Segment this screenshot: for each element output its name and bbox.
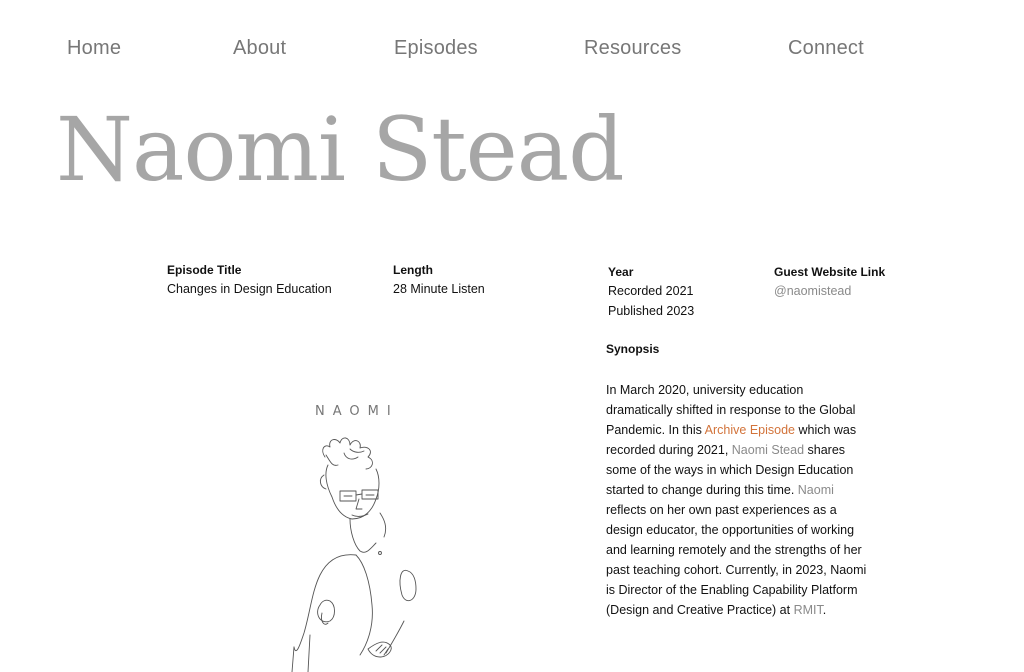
nav-connect[interactable]: Connect [788,37,864,59]
rmit-link[interactable]: RMIT [793,603,823,617]
length-value: 28 Minute Listen [393,282,485,296]
episode-title-value: Changes in Design Education [167,282,332,296]
guest-website-link[interactable]: @naomistead [774,284,852,298]
portrait-sketch-illustration [280,395,440,672]
guest-name-link[interactable]: Naomi Stead [731,443,805,457]
nav-about[interactable]: About [233,37,287,59]
synopsis-text [606,380,868,620]
guest-name-title: Naomi Stead [56,98,624,201]
archive-episode-link[interactable]: Archive Episode [704,423,795,437]
guest-link-label: Guest Website Link [774,265,886,279]
synopsis-part-3: shares some of the ways in which Design Education started to change during this time. [606,443,854,497]
synopsis-label: Synopsis [606,342,660,356]
year-recorded: Recorded 2021 [608,284,694,298]
episode-title-label: Episode Title [167,263,242,277]
guest-first-name-link[interactable]: Naomi [797,483,834,497]
nav-episodes[interactable]: Episodes [394,37,478,59]
synopsis-part-4: reflects on her own past experiences as a design educator, the opportunities of working and learning remotely and the strengths of her past teaching cohort. Currently, in 2023, Naomi is Director of the Enabling Capability Platform (Design and Creative Practice) at [606,503,867,617]
year-published: Published 2023 [608,304,695,318]
nav-resources[interactable]: Resources [584,37,682,59]
year-label: Year [608,265,634,279]
synopsis-part-5: . [822,603,827,617]
nav-home[interactable]: Home [67,37,122,59]
synopsis-part-2: which was recorded during 2021, [606,423,857,457]
synopsis-part-1: In March 2020, university education dramatically shifted in response to the Global Pandemic. In this [606,383,856,437]
length-label: Length [393,263,433,277]
sketch-caption: NAOMI [315,404,399,419]
